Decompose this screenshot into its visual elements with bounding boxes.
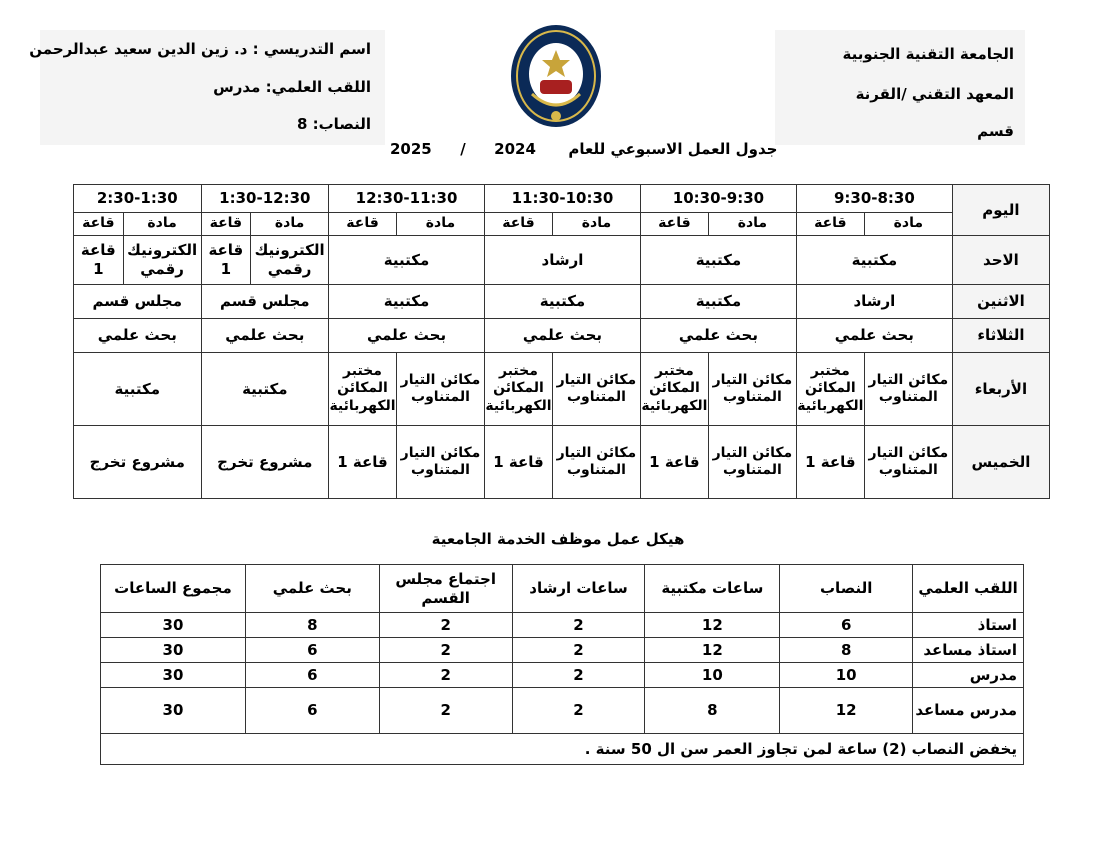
cell: 30 (101, 638, 246, 663)
cell: مكائن التيار المتناوب (708, 426, 796, 499)
cell: مشروع تخرج (74, 426, 202, 499)
cell: ارشاد (796, 285, 952, 319)
cell: 12 (645, 638, 780, 663)
room-header: قاعة (796, 213, 864, 236)
cell: مكائن التيار المتناوب (396, 353, 484, 426)
cell: الكترونيك رقمي (123, 236, 201, 285)
cell: 8 (780, 638, 913, 663)
col-header: ساعات ارشاد (512, 565, 645, 613)
col-header: النصاب (780, 565, 913, 613)
cell: 12 (780, 688, 913, 734)
row-monday (74, 285, 1050, 319)
cell: مختبر المكائن الكهربائية (640, 353, 708, 426)
cell: 30 (101, 663, 246, 688)
table-row (101, 688, 1024, 734)
cell: قاعة 1 (201, 236, 251, 285)
cell: بحث علمي (640, 319, 796, 353)
day-tuesday: الثلاثاء (952, 319, 1049, 353)
subject-header: مادة (552, 213, 640, 236)
subject-header: مادة (864, 213, 952, 236)
cell: 2 (379, 638, 512, 663)
cell: بحث علمي (796, 319, 952, 353)
row-sunday (74, 236, 1050, 285)
day-monday: الاثنين (952, 285, 1049, 319)
cell: مكتبية (201, 353, 328, 426)
cell: 2 (379, 613, 512, 638)
cell: مجلس قسم (74, 285, 202, 319)
year-separator: / (460, 140, 466, 158)
cell: مكائن التيار المتناوب (552, 353, 640, 426)
note-row (101, 734, 1024, 765)
department-name: قسم (977, 122, 1014, 140)
cell: بحث علمي (329, 319, 485, 353)
room-header: قاعة (201, 213, 251, 236)
time-slot-3: 11:30-10:30 (485, 185, 641, 213)
cell: قاعة 1 (74, 236, 124, 285)
cell: 2 (512, 638, 645, 663)
cell: مكتبية (796, 236, 952, 285)
cell: مختبر المكائن الكهربائية (329, 353, 397, 426)
subject-header: مادة (123, 213, 201, 236)
cell: الكترونيك رقمي (251, 236, 329, 285)
time-slot-4: 12:30-11:30 (329, 185, 485, 213)
cell: قاعة 1 (640, 426, 708, 499)
cell: مكائن التيار المتناوب (396, 426, 484, 499)
quota-note: يخفض النصاب (2) ساعة لمن تجاوز العمر سن ال 50 سنة . (101, 734, 1024, 765)
cell: قاعة 1 (485, 426, 553, 499)
room-header: قاعة (640, 213, 708, 236)
cell: مكتبية (329, 236, 485, 285)
col-header: اللقب العلمي (913, 565, 1024, 613)
day-sunday: الاحد (952, 236, 1049, 285)
cell: 2 (512, 613, 645, 638)
cell: 8 (645, 688, 780, 734)
day-header: اليوم (952, 185, 1049, 236)
cell: استاذ مساعد (913, 638, 1024, 663)
cell: 6 (780, 613, 913, 638)
cell: بحث علمي (201, 319, 328, 353)
institute-name: المعهد التقني /القرنة (855, 85, 1014, 103)
table-row (101, 663, 1024, 688)
col-header: بحث علمي (245, 565, 379, 613)
cell: 30 (101, 688, 246, 734)
cell: 6 (245, 688, 379, 734)
cell: بحث علمي (74, 319, 202, 353)
cell: ارشاد (485, 236, 641, 285)
cell: مكائن التيار المتناوب (864, 353, 952, 426)
table-row (101, 638, 1024, 663)
cell: 30 (101, 613, 246, 638)
cell: قاعة 1 (329, 426, 397, 499)
subject-header: مادة (708, 213, 796, 236)
cell: مكتبية (640, 236, 796, 285)
subject-header: مادة (396, 213, 484, 236)
instructor-name: اسم التدريسي : د. زين الدين سعيد عبدالرحمن (29, 40, 371, 58)
cell: مكتبية (640, 285, 796, 319)
cell: 10 (780, 663, 913, 688)
cell: 10 (645, 663, 780, 688)
staff-table-title: هيكل عمل موظف الخدمة الجامعية (431, 530, 685, 548)
day-wednesday: الأربعاء (952, 353, 1049, 426)
row-tuesday (74, 319, 1050, 353)
cell: بحث علمي (485, 319, 641, 353)
cell: مختبر المكائن الكهربائية (485, 353, 553, 426)
room-header: قاعة (485, 213, 553, 236)
cell: مكائن التيار المتناوب (552, 426, 640, 499)
cell: مكائن التيار المتناوب (864, 426, 952, 499)
time-slot-5: 1:30-12:30 (201, 185, 328, 213)
staff-structure-table (100, 564, 1024, 765)
row-thursday (74, 426, 1050, 499)
year-start: 2024 (494, 140, 536, 158)
cell: 2 (379, 663, 512, 688)
cell: مكائن التيار المتناوب (708, 353, 796, 426)
university-name: الجامعة التقنية الجنوبية (842, 45, 1014, 63)
schedule-title: جدول العمل الاسبوعي للعام (568, 140, 778, 158)
cell: مكتبية (329, 285, 485, 319)
col-header: اجتماع مجلس القسم (379, 565, 512, 613)
cell: 2 (512, 688, 645, 734)
room-header: قاعة (74, 213, 124, 236)
cell: مكتبية (74, 353, 202, 426)
cell: 6 (245, 638, 379, 663)
room-header: قاعة (329, 213, 397, 236)
quota: النصاب: 8 (296, 115, 371, 133)
weekly-schedule-table (73, 184, 1050, 499)
cell: 12 (645, 613, 780, 638)
cell: مدرس (913, 663, 1024, 688)
day-thursday: الخميس (952, 426, 1049, 499)
time-header-row (74, 185, 1050, 213)
cell: قاعة 1 (796, 426, 864, 499)
subject-header: مادة (251, 213, 329, 236)
cell: استاذ (913, 613, 1024, 638)
cell: 2 (512, 663, 645, 688)
cell: مكتبية (485, 285, 641, 319)
cell: مجلس قسم (201, 285, 328, 319)
time-slot-1: 9:30-8:30 (796, 185, 952, 213)
schedule-title-line (390, 140, 777, 158)
row-wednesday (74, 353, 1050, 426)
time-slot-2: 10:30-9:30 (640, 185, 796, 213)
cell: 2 (379, 688, 512, 734)
cell: 6 (245, 663, 379, 688)
cell: 8 (245, 613, 379, 638)
cell: مدرس مساعد (913, 688, 1024, 734)
table-row (101, 613, 1024, 638)
col-header: ساعات مكتبية (645, 565, 780, 613)
time-slot-6: 2:30-1:30 (74, 185, 202, 213)
staff-header-row (101, 565, 1024, 613)
title-rank: اللقب العلمي: مدرس (213, 78, 371, 96)
year-end: 2025 (390, 140, 432, 158)
university-logo (510, 24, 602, 128)
subject-room-header-row (74, 213, 1050, 236)
col-header: مجموع الساعات (101, 565, 246, 613)
cell: مختبر المكائن الكهربائية (796, 353, 864, 426)
cell: مشروع تخرج (201, 426, 328, 499)
